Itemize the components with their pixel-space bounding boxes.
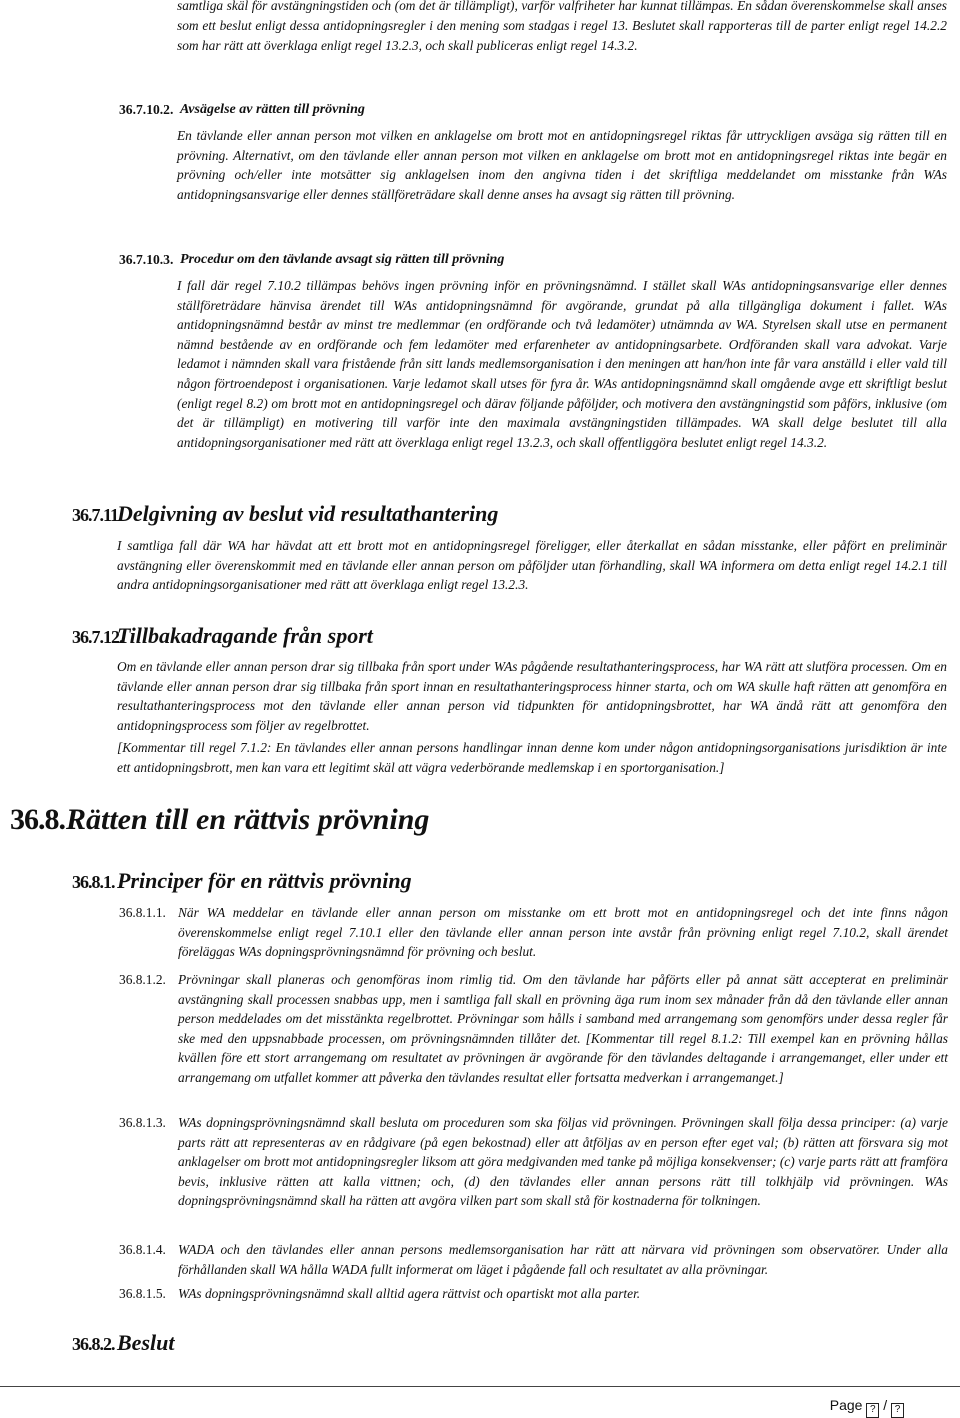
page-footer — [830, 1397, 904, 1418]
chapter-heading: Rätten till en rättvis prövning — [66, 803, 430, 836]
section-title: Procedur om den tävlande avsagt sig rätten till prövning — [180, 252, 505, 267]
section-body: En tävlande eller annan person mot vilken en anklagelse om brott mot en antidopningsregel riktas får uttryckligen avsäga sig rätten till en prövning. Alternativt, om den tävlande eller annan person mot vilken en anklagelse om brott mot en antidopningsregel riktas inte begär en prövning och/eller inte motsätter sig anklagelsen inom den angivna tiden i det skriftliga meddelandet om misstanke från WAs antidopningsansvarige eller dennes ställföreträdare skall denne anses ha avsagt sig rätten till prövning. — [177, 128, 947, 202]
section-number: 36.8.1. — [72, 872, 115, 892]
item-text: WAs dopningsprövningsnämnd skall alltid agera rättvist och opartiskt mot alla parter. — [178, 1286, 641, 1301]
section-body: Om en tävlande eller annan person drar sig tillbaka från sport under WAs pågående resultathanteringsprocess, har WA rätt att slutföra processen. Om en tävlande eller annan person drar sig tillbaka från sport innan en resultathanteringsprocess hinner starta, och om WA skulle haft rätten att genomföra en resultathanteringsprocess mot den tävlande eller annan person vid tidpunkten för antidopningsbrottet, har WA ändå rätt att genomföra den antidopningsprocess som följer av regelbrottet. — [117, 659, 947, 733]
chapter-number: 36.8. — [10, 803, 65, 836]
item-text: WADA och den tävlandes eller annan persons medlemsorganisation har rätt att närvara vid prövningen som observatörer. Under alla förhållanden skall WA hålla WADA fullt informerat om läget i pågående fall och resultatet av alla prövningar. — [178, 1242, 948, 1277]
item-number: 36.8.1.4. — [119, 1242, 166, 1257]
item-number: 36.8.1.3. — [119, 1115, 166, 1130]
section-number: 36.7.11. — [72, 505, 122, 525]
item-number: 36.8.1.5. — [119, 1286, 166, 1301]
page-total-glyph: ? — [891, 1403, 904, 1418]
section-heading: Tillbakadragande från sport — [117, 623, 373, 648]
section-number: 36.7.12. — [72, 627, 123, 647]
section-body: I samtliga fall där WA har hävdat att ett brott mot en antidopningsregel föreligger, eller återkallat en sådan misstanke, eller påfört en preliminär avstängning eller överenskommit med en tävlande eller annan person om påföljder utan förhandling, skall WA informera om detta enligt regel 14.2.1 till andra antidopningsorganisationer med rätt att överklaga enligt regel 13.2.3. — [117, 538, 947, 593]
section-comment: [Kommentar till regel 7.1.2: En tävlandes eller annan persons handlingar innan denne kom under någon antidopningsorganisations jurisdiktion är inte ett antidopningsbrott, men kan vara ett legitimt skäl att vägra vederbörande medlemskap i en sportorganisation.] — [117, 740, 947, 775]
page-number-glyph: ? — [866, 1403, 879, 1418]
section-heading: Delgivning av beslut vid resultathantering — [117, 501, 499, 526]
page-label: Page — [829, 1397, 863, 1413]
item-number: 36.8.1.1. — [119, 905, 166, 920]
continuation-paragraph: samtliga skäl för avstängningstiden och (om det är tillämpligt), varför valfriheter har kunnat tillämpas. En sådan överenskommelse skall anses som ett beslut enligt dessa antidopningsregler i den mening som stadgas i regel 13. Beslutet skall rapporteras till de parter enligt regel 14.2.2 som har rätt att överklaga enligt regel 13.2.3, och skall publiceras enligt regel 14.3.2. — [177, 0, 947, 53]
section-number: 36.7.10.3. — [119, 252, 174, 267]
section-number: 36.7.10.2. — [119, 102, 174, 117]
section-number: 36.8.2. — [72, 1334, 115, 1354]
item-text: När WA meddelar en tävlande eller annan person om misstanke om ett brott mot en antidopningsregel och det inte finns någon överenskommelse enligt regel 7.10.1 eller den tävlande eller annan person inte avstår från prövning enligt regel 7.10.2, skall ärendet föreläggas WAs dopningsprövningsnämnd för prövning och beslut. — [178, 905, 948, 960]
section-title: Avsägelse av rätten till prövning — [180, 102, 365, 117]
section-heading: Beslut — [117, 1330, 175, 1355]
section-body: I fall där regel 7.10.2 tillämpas behövs ingen prövning inför en prövningsnämnd. I stället skall WAs antidopningsansvarige eller dennes ställföreträdare hänvisa ärendet till WAs antidopningsnämnd för avgörande, grundat på alla tillgängliga dokument i fallet. WAs antidopningsnämnd består av minst tre medlemmar (en ordförande och två ledamöter) utnämnda av WA. Styrelsen skall utse en permanent nämnd bestående av en ordförande och fem ledamöter med erfarenheter av antidopningsarbete. Ordföranden skall vara advokat. Varje ledamot i nämnden skall vara fristående från sitt lands medlemsorganisation i den meningen att han/hon inte får vara anställd i eller vald till någon förtroendepost i organisationen. Varje ledamot skall utses för fyra år. WAs antidopningsnämnd skall omgående avge ett skriftligt beslut (enligt regel 8.2) om brott mot en antidopningsregel och därav följande påföljder, och motivera den avstängningstid som påförs, inklusive (om det är tillämpligt) en motivering till varför inte den maximala avstängningstiden tillämpades. WA skall delge beslutet till alla antidopningsorganisationer med rätt att överklaga enligt regel 13.2.3, och skall offentliggöra beslutet enligt regel 14.3.2. — [177, 278, 947, 450]
item-text: WAs dopningsprövningsnämnd skall besluta om proceduren som ska följas vid prövningen. Prövningen skall följa dessa principer: (a) varje parts rätt att representeras av en rådgivare (på egen bekostnad) eller att åtföljas av en person efter eget val; (b) rätten att försvara sig mot anklagelser om brott mot antidopningsregler liksom att göra medgivanden med tanke på möjliga konsekvenser; (c) varje parts rätt att framföra bevis, inklusive rätten att kalla vittnen; och, (d) den tävlandes eller annan persons rätt till tolkhjälp vid prövningen. WAs dopningsprövningsnämnd skall ha rätten att avgöra vilken part som skall stå för kostnaderna för tolkningen. — [178, 1115, 948, 1209]
footer-divider — [0, 1386, 960, 1387]
item-text: Prövningar skall planeras och genomföras inom rimlig tid. Om den tävlande har påförts eller på annat sätt accepterat en preliminär avstängning skall processen snabbas upp, men i samtliga fall skall en prövning äga rum inom sex månader från då den tävlande eller annan person meddelades om det misstänkta regelbrottet. Prövningar som hålls i samband med arrangemang som genomförs under dessa regler får ske med den uppsnabbade processen, om prövningsnämnden tillåter det. [Kommentar till regel 8.1.2: Till exempel kan en prövning hållas kvällen före ett stort arrangemang om resultatet av prövningen är avgörande för den tävlandes deltagande i arrangemanget, eller under ett arrangemang om utfallet kommer att påverka den tävlandes resultat eller fortsatta medverkan i arrangemanget.] — [178, 972, 948, 1085]
item-number: 36.8.1.2. — [119, 972, 166, 987]
section-heading: Principer för en rättvis prövning — [117, 868, 412, 893]
page-separator: / — [883, 1397, 888, 1413]
